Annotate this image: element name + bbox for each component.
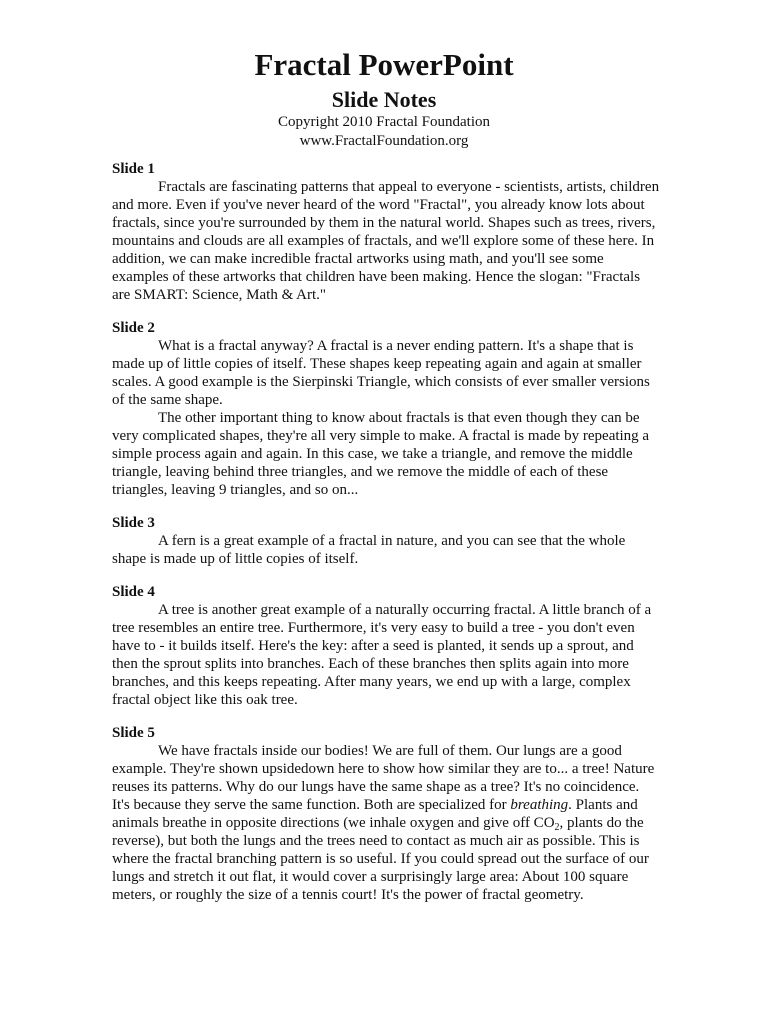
emphasized-word: breathing [510,797,569,813]
slide-1-notes [112,160,660,304]
slide-3-notes [112,514,660,568]
slide-paragraph [112,742,660,904]
document-title: Fractal PowerPoint [254,47,514,82]
slide-heading: Slide 1 [112,161,155,177]
paragraph-text: We have fractals inside our bodies! We are full of them. Our lungs are a good example. They're shown upsidedown here to show how similar they are to... a tree! Nature reuses its patterns. Why do our lungs have the same shape as a tree? It's no coincidence. It's because they serve the same function. Both are specialized for [112,743,655,813]
slide-notes-body [112,160,660,919]
slide-paragraph: A tree is another great example of a naturally occurring fractal. A little branch of a tree resembles an entire tree. Furthermore, it's very easy to build a tree - you don't even have to - it builds itself. Here's the key: after a seed is planted, it sends up a sprout, and then the sprout splits into branches. Each of these branches then splits again into more branches, and this keeps repeating. After many years, we end up with a large, complex fractal object like this oak tree. [112,602,652,708]
document-header [0,46,768,151]
paragraph-text: . Plants and animals breathe in opposite directions (we inhale oxygen and give off CO [112,797,638,831]
slide-5-notes [112,724,660,904]
slide-heading: Slide 5 [112,725,155,741]
slide-heading: Slide 3 [112,515,155,531]
subscript: 2 [554,822,560,833]
paragraph-text: , plants do the reverse), but both the lungs and the trees need to contact as much air as possible. This is where the fractal branching pattern is so useful. If you could spread out the surface of our lungs and stretch it out flat, it would cover a surprisingly large area: About 100 square meters, or roughly the size of a tennis court! It's the power of fractal geometry. [112,815,649,903]
slide-paragraph: Fractals are fascinating patterns that appeal to everyone - scientists, artists, children and more. Even if you've never heard of the word "Fractal", you already know lots about fractals, since you're surrounded by them in the natural world. Shapes such as trees, rivers, mountains and clouds are all examples of fractals, and we'll explore some of these here. In addition, we can make incredible fractal artworks using math, and you'll see some examples of these artworks that children have been making. Hence the slogan: "Fractals are SMART: Science, Math & Art." [112,179,660,303]
copyright-line: Copyright 2010 Fractal Foundation [277,114,491,130]
slide-paragraph: What is a fractal anyway? A fractal is a never ending pattern. It's a shape that is made up of little copies of itself. These shapes keep repeating again and again at smaller scales. A good example is the Sierpinski Triangle, which consists of ever smaller versions of the same shape. [112,338,650,408]
slide-4-notes [112,583,660,709]
document-subtitle: Slide Notes [331,87,437,112]
slide-paragraph: The other important thing to know about fractals is that even though they can be very complicated shapes, they're all very simple to make. A fractal is made by repeating a simple process again and again. In this case, we take a triangle, and remove the middle triangle, leaving behind three triangles, and we remove the middle of each of these triangles, leaving 9 triangles, and so on... [112,410,650,498]
slide-2-notes [112,319,660,499]
slide-heading: Slide 4 [112,584,155,600]
website-line: www.FractalFoundation.org [299,133,469,149]
slide-paragraph: A fern is a great example of a fractal in nature, and you can see that the whole shape is made up of little copies of itself. [112,533,626,567]
slide-heading: Slide 2 [112,320,155,336]
